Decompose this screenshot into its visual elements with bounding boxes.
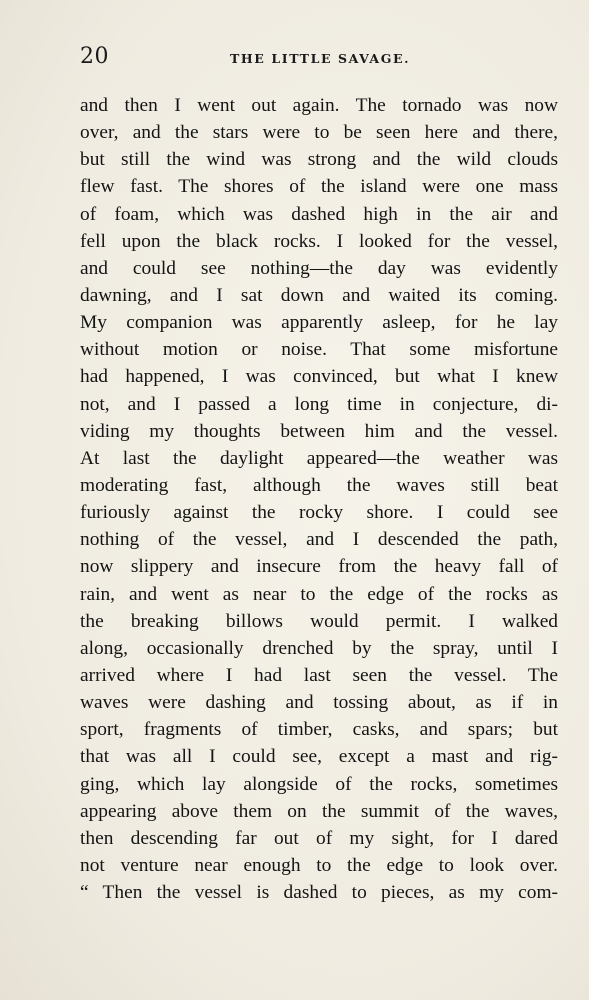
text-line: appearing above them on the summit of the waves, [80,800,558,822]
text-line: had happened, I was convinced, but what I knew [80,366,558,388]
text-line: furiously against the rocky shore. I could see [80,502,558,524]
text-line: and could see nothing—the day was evidently [80,257,558,279]
text-line: sport, fragments of timber, casks, and spars; but [80,719,558,741]
body-text [80,92,558,906]
text-line: not, and I passed a long time in conjecture, di- [80,393,558,415]
text-line: flew fast. The shores of the island were one mass [80,176,558,198]
text-line: fell upon the black rocks. I looked for the vessel, [80,230,558,252]
text-line: rain, and went as near to the edge of the rocks as [80,583,558,605]
text-line: At last the daylight appeared—the weather was [80,447,558,469]
text-line: ging, which lay alongside of the rocks, sometimes [80,773,558,795]
text-line: then descending far out of my sight, for I dared [80,827,558,849]
text-line: that was all I could see, except a mast and rig- [80,746,558,768]
text-line: and then I went out again. The tornado was now [80,95,558,116]
text-line: along, occasionally drenched by the spray, until I [80,637,558,659]
text-line: “ Then the vessel is dashed to pieces, as my com- [80,882,558,904]
text-line: not venture near enough to the edge to look over. [80,854,558,876]
text-line: viding my thoughts between him and the vessel. [80,420,558,442]
page-number: 20 [80,44,109,69]
text-line: arrived where I had last seen the vessel. The [80,664,558,686]
running-title: THE LITTLE SAVAGE. [230,51,411,66]
text-line: but still the wind was strong and the wild clouds [80,149,558,171]
text-line: waves were dashing and tossing about, as if in [80,692,558,714]
text-line: My companion was apparently asleep, for he lay [80,312,558,334]
text-line: nothing of the vessel, and I descended the path, [80,529,558,551]
text-line: moderating fast, although the waves still beat [80,474,558,496]
text-line: now slippery and insecure from the heavy fall of [80,556,558,578]
page-header [80,44,558,74]
text-line: without motion or noise. That some misfortune [80,339,558,361]
text-line: dawning, and I sat down and waited its coming. [80,284,558,306]
text-line: of foam, which was dashed high in the air and [80,203,558,225]
text-line: the breaking billows would permit. I walked [80,610,558,632]
text-line: over, and the stars were to be seen here and there, [80,122,558,144]
